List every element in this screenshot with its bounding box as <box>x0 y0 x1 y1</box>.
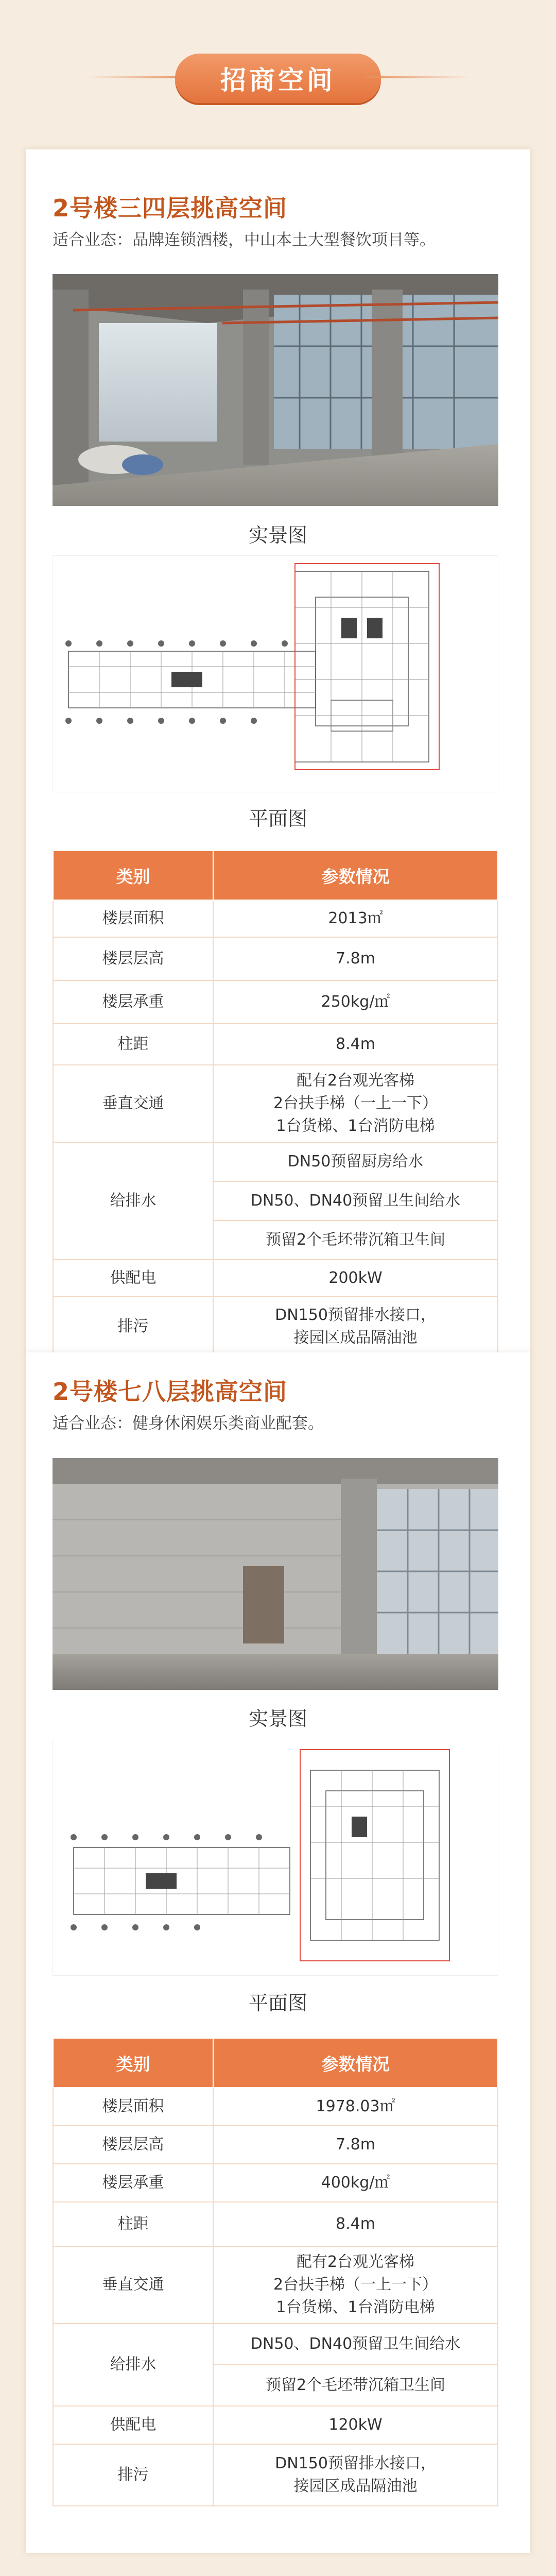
row-value: DN50、DN40预留卫生间给水 <box>213 1181 498 1221</box>
header-pill <box>175 54 381 103</box>
value-line: 2台扶手梯（一上一下） <box>273 2276 438 2294</box>
value-line: 配有2台观光客梯 <box>296 2253 415 2271</box>
table-row <box>53 2324 498 2365</box>
value-line: 接园区成品隔油池 <box>293 1329 418 1347</box>
row-value: 预留2个毛坯带沉箱卫生间 <box>213 2365 498 2406</box>
row-value-multiline <box>213 2444 498 2506</box>
table-row <box>53 937 498 980</box>
row-category: 给排水 <box>53 1142 213 1260</box>
plan-caption: 平面图 <box>248 807 307 830</box>
row-category: 供配电 <box>53 1260 213 1297</box>
table-row <box>53 2088 498 2126</box>
row-value: 预留2个毛坯带沉箱卫生间 <box>213 1221 498 1260</box>
photo-caption: 实景图 <box>248 524 307 547</box>
floor-plan-drawing <box>53 555 498 792</box>
row-value: 250kg/㎡ <box>213 980 498 1024</box>
row-value: DN50、DN40预留卫生间给水 <box>213 2324 498 2365</box>
plan-caption: 平面图 <box>248 1992 307 2014</box>
value-line: 接园区成品隔油池 <box>293 2477 418 2495</box>
row-category: 柱距 <box>53 2202 213 2246</box>
row-category: 排污 <box>53 2444 213 2506</box>
row-category: 垂直交通 <box>53 2246 213 2324</box>
row-value-multiline <box>213 2246 498 2324</box>
table-row <box>53 1260 498 1297</box>
row-value-multiline <box>213 1065 498 1142</box>
row-value: 7.8m <box>213 2126 498 2164</box>
value-line: 1台货梯、1台消防电梯 <box>276 2298 435 2316</box>
row-category: 供配电 <box>53 2406 213 2444</box>
row-category: 楼层承重 <box>53 2164 213 2202</box>
row-category: 给排水 <box>53 2324 213 2406</box>
value-line: 2台扶手梯（一上一下） <box>273 1094 438 1112</box>
section-card-floor-3-4 <box>26 149 530 1352</box>
row-category: 楼层层高 <box>53 937 213 980</box>
table-row <box>53 900 498 937</box>
header-decor-line-left <box>86 76 189 78</box>
value-line: DN150预留排水接口， <box>275 2454 436 2472</box>
header-decor-line-right <box>367 76 470 78</box>
row-value: 400kg/㎡ <box>213 2164 498 2202</box>
row-value: 200kW <box>213 1260 498 1297</box>
header-banner <box>0 46 556 108</box>
photo-caption: 实景图 <box>248 1707 307 1730</box>
table-row <box>53 2164 498 2202</box>
section-description: 适合业态：健身休闲娱乐类商业配套。 <box>53 1414 324 1433</box>
row-category: 楼层层高 <box>53 2126 213 2164</box>
value-line: DN150预留排水接口， <box>275 1306 436 1324</box>
row-category: 排污 <box>53 1297 213 1357</box>
table-row <box>53 980 498 1024</box>
row-category: 垂直交通 <box>53 1065 213 1142</box>
row-value: DN50预留厨房给水 <box>213 1142 498 1181</box>
table-row <box>53 1065 498 1142</box>
value-line: 1台货梯、1台消防电梯 <box>276 1117 435 1135</box>
section-description: 适合业态：品牌连锁酒楼，中山本土大型餐饮项目等。 <box>53 231 436 249</box>
table-row <box>53 1024 498 1065</box>
table-row <box>53 2126 498 2164</box>
section-title: 2号楼七八层挑高空间 <box>53 1378 288 1405</box>
row-value: 120kW <box>213 2406 498 2444</box>
floor-plan-drawing <box>53 1739 498 1976</box>
row-value: 7.8m <box>213 937 498 980</box>
row-category: 柱距 <box>53 1024 213 1065</box>
table-header-params: 参数情况 <box>213 2038 498 2088</box>
table-row <box>53 2444 498 2506</box>
row-category: 楼层承重 <box>53 980 213 1024</box>
spec-table <box>53 2038 498 2506</box>
table-row <box>53 1297 498 1357</box>
table-row <box>53 2406 498 2444</box>
section-card-floor-7-8 <box>26 1352 530 2553</box>
page-title: 招商空间 <box>220 65 336 95</box>
row-value: 8.4m <box>213 1024 498 1065</box>
row-category: 楼层面积 <box>53 900 213 937</box>
interior-photo <box>53 1458 498 1690</box>
row-value: 8.4m <box>213 2202 498 2246</box>
row-value-multiline <box>213 1297 498 1357</box>
spec-table <box>53 850 498 1357</box>
table-row <box>53 2202 498 2246</box>
row-category: 楼层面积 <box>53 2088 213 2126</box>
table-header-category: 类别 <box>53 851 213 900</box>
row-value: 1978.03㎡ <box>213 2088 498 2126</box>
table-header-category: 类别 <box>53 2038 213 2088</box>
table-row <box>53 2246 498 2324</box>
table-row <box>53 1142 498 1181</box>
row-value: 2013㎡ <box>213 900 498 937</box>
table-header-params: 参数情况 <box>213 851 498 900</box>
section-title: 2号楼三四层挑高空间 <box>53 194 288 222</box>
interior-photo <box>53 274 498 506</box>
value-line: 配有2台观光客梯 <box>296 1072 415 1090</box>
